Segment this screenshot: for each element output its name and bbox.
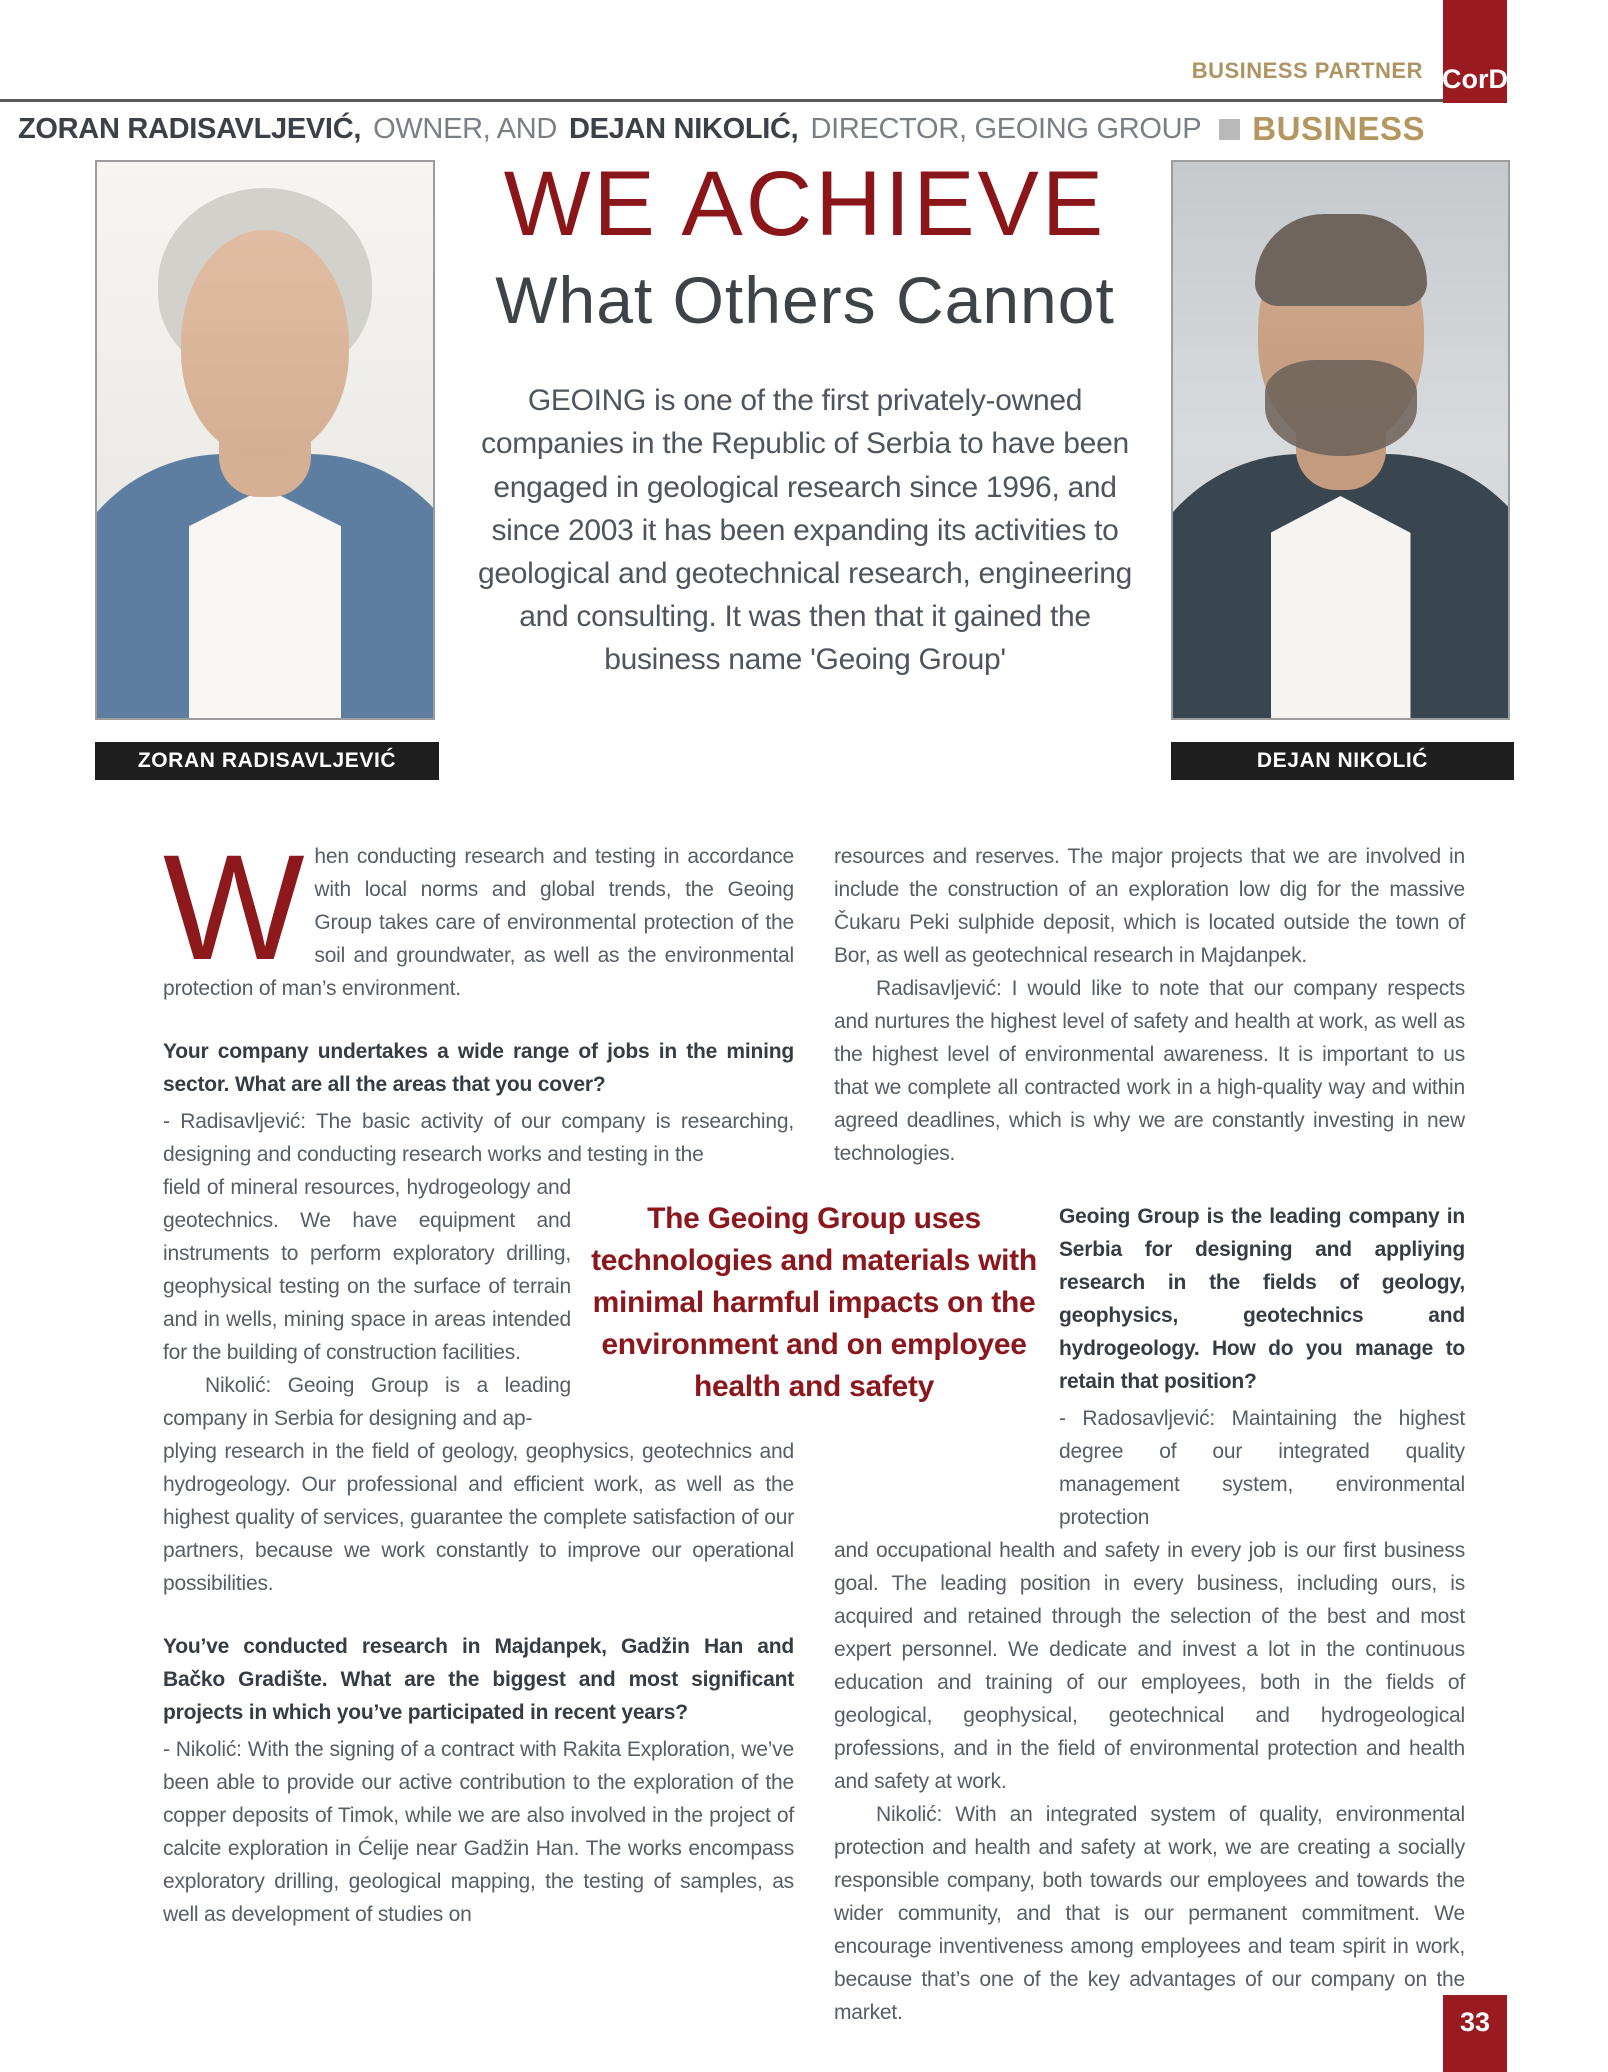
shirt-shape	[189, 488, 341, 720]
byline	[0, 110, 1443, 148]
question-2: You’ve conducted research in Majdanpek, Gadžin Han and Bačko Gradište. What are the biggest and most significant projects in which you’ve participated in recent years?	[163, 1635, 794, 1724]
face-shape	[181, 230, 349, 456]
answer-1-nikolic-start: Nikolić: Geoing Group is a leading company in Serbia for designing and ap-	[163, 1374, 571, 1430]
answer-1-narrow: field of mineral resources, hydrogeology and geotechnics. We have equipment and instruments to perform exploratory drilling, geophysical testing on the surface of terrain and in wells, mining space in areas intended for the building of construction facilities.	[163, 1176, 571, 1364]
beard-shape	[1265, 360, 1417, 456]
answer-1-full: - Radisavljević: The basic activity of our company is researching, designing and conducting research works and testing in the	[163, 1110, 794, 1166]
portrait-zoran	[95, 160, 435, 720]
right-nikolic-last: Nikolić: With an integrated system of quality, environmental protection and health and safety at work, we are creating a socially responsible company, both towards our employees and towards the wider community, and that is our permanent commitment. We encourage inventiveness among employees and team spirit in work, because that’s one of the key advantages of our company on the market.	[834, 1803, 1465, 2024]
article-title: WE ACHIEVE	[503, 153, 1107, 255]
left-column	[163, 823, 794, 2029]
drop-cap: W	[163, 823, 305, 991]
answer-3-start: - Radosavljević: Maintaining the highest degree of our integrated quality management system, environmental protection	[1059, 1407, 1465, 1529]
right-radisavljevic: Radisavljević: I would like to note that our company respects and nurtures the highest level of safety and health at work, as well as the highest level of environmental awareness. It is important to us that we complete all contracted work in a high-quality way and within agreed deadlines, which is why we are constantly investing in new technologies.	[834, 977, 1465, 1165]
byline-role-2: DIRECTOR, GEOING GROUP	[810, 112, 1202, 145]
portrait-dejan	[1171, 160, 1510, 720]
business-partner-label: BUSINESS PARTNER	[1191, 58, 1423, 83]
article-body	[163, 823, 1465, 2029]
answer-3-rest: and occupational health and safety in every job is our first business goal. The leading position in every business, including ours, is acquired and retained through the selection of the best and most expert personnel. We dedicate and invest a lot in the continuous education and training of our employees, both in the fields of geological, geophysical, geotechnical and hydrogeological professions, and in the field of environmental protection and health and safety at work.	[834, 1539, 1465, 1793]
cord-logo-text: CorD	[1442, 64, 1508, 94]
byline-name-2: DEJAN NIKOLIĆ,	[569, 112, 799, 145]
cord-logo	[1443, 0, 1507, 103]
byline-name-1: ZORAN RADISAVLJEVIĆ,	[17, 112, 362, 145]
right-continuation: resources and reserves. The major projects that we are involved in include the construction of an exploration low dig for the massive Čukaru Peki sulphide deposit, which is located outside the town of Bor, as well as geotechnical research in Majdanpek.	[834, 845, 1465, 967]
answer-2: - Nikolić: With the signing of a contract with Rakita Exploration, we’ve been able to provide our active contribution to the exploration of the copper deposits of Timok, while we are also involved in the project of calcite exploration in Ćelije near Gadžin Han. The works encompass exploratory drilling, geological mapping, the testing of samples, as well as development of studies on	[163, 1738, 794, 1926]
question-1: Your company undertakes a wide range of jobs in the mining sector. What are all the areas that you cover?	[163, 1040, 794, 1096]
portrait-caption-zoran: ZORAN RADISAVLJEVIĆ	[95, 742, 439, 780]
article-subtitle: What Others Cannot	[495, 263, 1115, 337]
shirt-shape	[1271, 496, 1411, 720]
answer-1-nikolic-rest: plying research in the field of geology, geophysics, geotechnics and hydrogeology. Our professional and efficient work, as well as the highest quality of services, guarantee the complete satisfaction of our partners, because we work constantly to improve our operational possibilities.	[163, 1440, 794, 1595]
page-number: 33	[1443, 1995, 1507, 2072]
right-column	[834, 840, 1465, 2029]
question-3: Geoing Group is the leading company in Serbia for designing and appliying research in the fields of geology, geophysics, geotechnics and hydrogeology. How do you manage to retain that position?	[1059, 1205, 1465, 1393]
byline-role-1: OWNER, AND	[373, 112, 557, 145]
article-lead: GEOING is one of the first privately-owned companies in the Republic of Serbia to have been engaged in geological research since 1996, and since 2003 it has been expanding its activities to geological and geotechnical research, engineering and consulting. It was then that it gained the business name 'Geoing Group'	[477, 384, 1133, 677]
question-3-narrow-block	[1059, 1200, 1465, 1534]
portrait-caption-dejan: DEJAN NIKOLIĆ	[1171, 742, 1514, 780]
square-icon	[1219, 119, 1240, 140]
intro-paragraph	[163, 823, 794, 1005]
answer-1-narrow-block	[163, 1171, 571, 1435]
section-label: BUSINESS	[1252, 110, 1426, 147]
header-rule	[0, 99, 1443, 102]
title-block	[442, 153, 1168, 682]
pull-quote: The Geoing Group uses technologies and materials with minimal harmful impacts on the environment and on employee health and safety	[591, 1202, 1037, 1403]
intro-text: hen conducting research and testing in accordance with local norms and global trends, the Geoing Group takes care of environmental protection of the soil and groundwater, as well as the environmental protection of man’s environment.	[163, 845, 794, 1000]
